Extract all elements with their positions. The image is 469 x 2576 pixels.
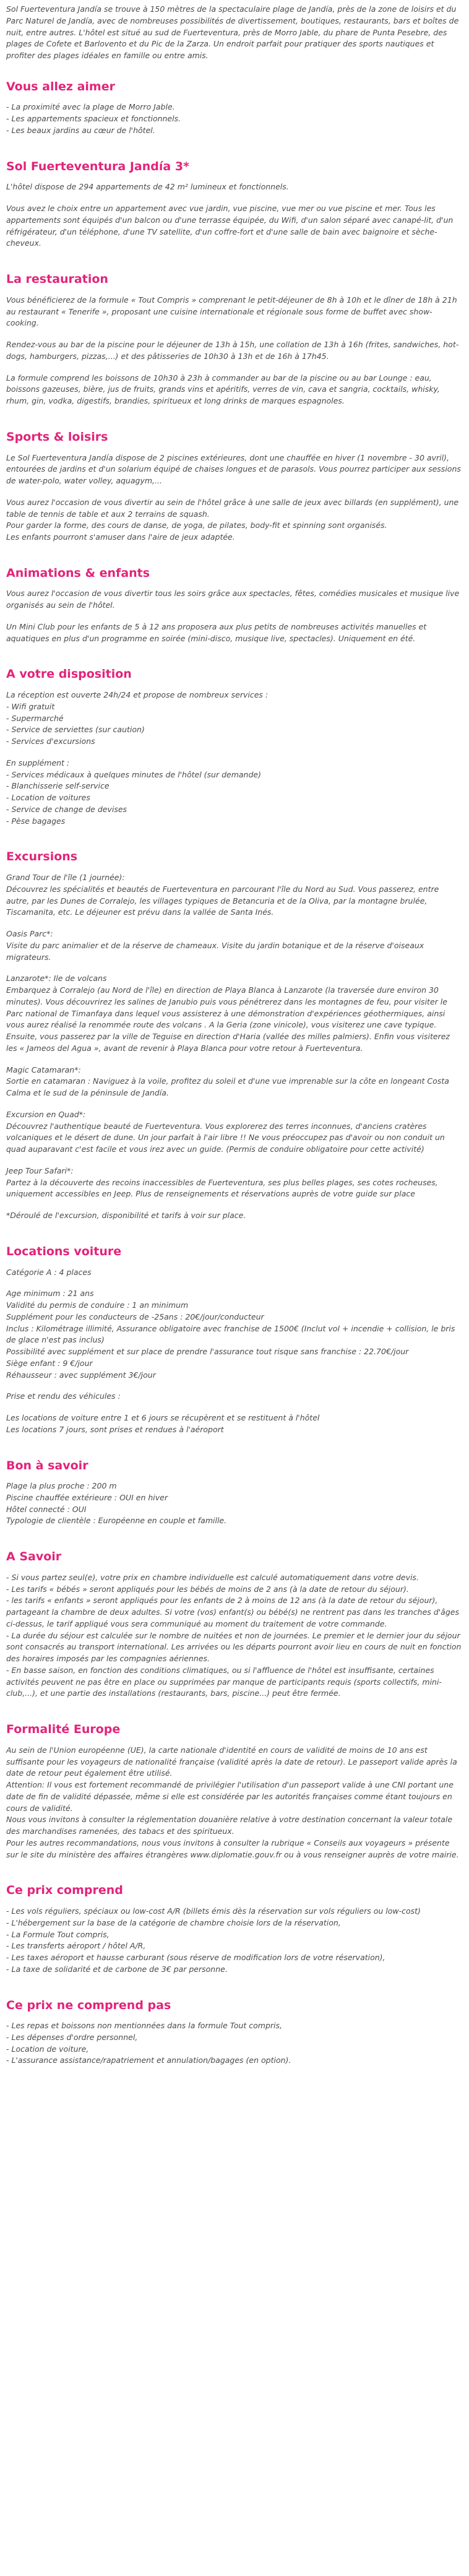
text-line: Grand Tour de l'île (1 journée): xyxy=(6,873,125,883)
section-title: Animations & enfants xyxy=(6,566,150,580)
text-line: - Les taxes aéroport et hausse carburant (sous réserve de modification lors de votre réservation), xyxy=(6,1953,385,1962)
text-line: Age minimum : 21 ans xyxy=(6,1289,94,1299)
section-title: La restauration xyxy=(6,272,108,287)
paragraph xyxy=(6,872,462,918)
text-line: Hôtel connecté : OUI xyxy=(6,1504,87,1514)
section-a-savoir xyxy=(6,1549,462,1700)
text-line: Les enfants pourront s'amuser dans l'aire de jeux adaptée. xyxy=(6,532,235,542)
text-line: - La taxe de solidarité et de carbone de 3€ par personne. xyxy=(6,1964,228,1974)
text-line: Oasis Parc*: xyxy=(6,929,53,939)
paragraph xyxy=(6,1267,462,1279)
text-line: Le Sol Fuerteventura Jandía dispose de 2 piscines extérieures, dont une chauffée en hiver (1 novembre - 30 avril), entourées de jardins et d'un solarium équipé de chaises longues et de parasols. Vous pourrez participer aux sessions de water-polo, water volley, aquagym,... xyxy=(6,452,461,485)
text-line: - La proximité avec la plage de Morro Jable. xyxy=(6,102,175,112)
paragraph xyxy=(6,295,462,329)
text-line: - Service de change de devises xyxy=(6,804,127,814)
text-line: La formule comprend les boissons de 10h30 à 23h à commander au bar de la piscine ou au bar Lounge : eau, boissons gazeuses, bière, jus de fruits, grands vins et apéritifs, verres de vin, cava et sangria, cocktails, whisky, rhum, gin, vodka, digestifs, brandies, spiritueux et long drinks de marques espagnoles. xyxy=(6,373,440,406)
text-line: Vous bénéficierez de la formule « Tout Compris » comprenant le petit-déjeuner de 8h à 10h et le dîner de 18h à 21h au restaurant « Tenerife », proposant une cuisine internationale et régionale sous forme de buffet avec show-cooking. xyxy=(6,295,457,328)
section-ce-prix-comprend xyxy=(6,1883,462,1975)
text-line: - La durée du séjour est calculée sur le nombre de nuitées et non de journées. Le premier et le dernier jour du séjour sont consacrés au transport international. Les arrivées ou les départs pourront avoir lieu en cours de nuit en fonction des horaires imposés par les compagnies aériennes. xyxy=(6,1630,462,1664)
section-title: Formalité Europe xyxy=(6,1722,121,1737)
text-line: Magic Catamaran*: xyxy=(6,1065,81,1074)
text-line: La réception est ouverte 24h/24 et propose de nombreux services : xyxy=(6,690,269,700)
paragraph xyxy=(6,973,462,1054)
text-line: Les locations de voiture entre 1 et 6 jours se récupèrent et se restituent à l'hôtel xyxy=(6,1413,320,1422)
paragraph xyxy=(6,621,462,645)
paragraph xyxy=(6,181,462,193)
text-line: Réhausseur : avec supplément 3€/jour xyxy=(6,1370,156,1380)
sections-container xyxy=(6,79,462,2067)
text-line: Vous avez le choix entre un appartement avec vue jardin, vue piscine, vue mer ou vue piscine et mer. Tous les appartements sont équipés d'un balcon ou d'une terrasse équipée, du Wifi, d'un salon séparé avec canapé-lit, d'un réfrigérateur, d'un téléphone, d'une TV satellite, d'un coffre-fort et d'une salle de bain avec baignoire et sèche-cheveux. xyxy=(6,204,454,248)
text-line: Découvrez l'authentique beauté de Fuerteventura. Vous explorerez des terres inconnues, d'anciens cratères volcaniques et le désert de dune. Un jour parfait à l'air libre !! Ne vous préoccupez pas d'avoir ou non conduit un quad auparavant c'est facile et vous irez avec un guide. (Permis de conduire obligatoire pour cette activité) xyxy=(6,1121,445,1154)
text-line: Visite du parc animalier et de la réserve de chameaux. Visite du jardin botanique et de la réserve d'oiseaux migrateurs. xyxy=(6,940,424,962)
paragraph xyxy=(6,1165,462,1200)
text-line: Partez à la découverte des recoins inaccessibles de Fuerteventura, ses plus belles plages, ses cotes rocheuses, uniquement accessibles en Jeep. Plus de renseignements et réservations auprès de votre guide sur place xyxy=(6,1177,438,1199)
text-line: Sortie en catamaran : Naviguez à la voile, profitez du soleil et d'une vue imprenable sur la côte en longeant Costa Calma et le sud de la péninsule de Jandía. xyxy=(6,1076,449,1098)
text-line: - Si vous partez seul(e), votre prix en chambre individuelle est calculé automatiquement dans votre devis. xyxy=(6,1572,419,1582)
section-title: Ce prix ne comprend pas xyxy=(6,1998,171,2012)
section-title: A Savoir xyxy=(6,1550,62,1564)
text-line: Vous aurez l'occasion de vous divertir tous les soirs grâce aux spectacles, fêtes, comédies musicales et musique live organisés au sein de l'hôtel. xyxy=(6,589,460,610)
section-locations-voiture xyxy=(6,1244,462,1436)
text-line: Prise et rendu des véhicules : xyxy=(6,1391,121,1401)
section-bon-a-savoir xyxy=(6,1458,462,1528)
text-line: Au sein de l'Union européenne (UE), la carte nationale d'identité en cours de validité de moins de 10 ans est suffisante pour les voyageurs de nationalité française (validité après la date de retour). Le passeport valide après la date de retour peut également être utilisé. xyxy=(6,1745,457,1778)
section-la-restauration xyxy=(6,272,462,407)
paragraph xyxy=(6,1391,462,1403)
text-line: Inclus : Kilométrage illimité, Assurance obligatoire avec franchise de 1500€ (Inclut vol + incendie + collision, le bris de glace n'est pas inclus) xyxy=(6,1323,455,1345)
paragraph xyxy=(6,588,462,612)
text-line: Vous aurez l'occasion de vous divertir au sein de l'hôtel grâce à une salle de jeux avec billards (en supplément), une table de tennis de table et aux 2 terrains de squash. xyxy=(6,497,459,519)
text-line: *Déroulé de l'excursion, disponibilité et tarifs à voir sur place. xyxy=(6,1211,246,1221)
text-line: - L'assurance assistance/rapatriement et annulation/bagages (en option). xyxy=(6,2055,291,2065)
section-formalite-europe xyxy=(6,1722,462,1861)
text-line: Validité du permis de conduire : 1 an minimum xyxy=(6,1300,189,1310)
text-line: Embarquez à Corralejo (au Nord de l'île) en direction de Playa Blanca à Lanzarote (la traversée dure environ 30 minutes). Vous découvrirez les salines de Janubio puis vous pénétrerez dans les montagnes de feu, pour visiter le Parc national de Timanfaya dans lequel vous assisterez à une démonstration d'expériences géothermiques, ainsi vous aurez réalisé la renommée route des volcans . A la Geria (zone vinicole), vous visiterez une cave typique. Ensuite, vous passerez par la ville de Teguise en direction d'Haria (vallée des milles palmiers). Enfin vous visiterez les « Jameos del Agua », avant de revenir à Playa Blanca pour votre retour à Fuerteventura. xyxy=(6,985,450,1053)
paragraph xyxy=(6,1572,462,1700)
paragraph xyxy=(6,339,462,363)
text-line: En supplément : xyxy=(6,758,70,767)
paragraph xyxy=(6,1480,462,1527)
paragraph xyxy=(6,1288,462,1381)
text-line: Découvrez les spécialités et beautés de Fuerteventura en parcourant l'île du Nord au Sud. Vous passerez, entre autre, par les Dunes de Corralejo, les villages typiques de Betancuria et de la Oliva, par la montagne brulée, Tiscamanita, etc. Le déjeuner est prévu dans la vallée de Santa Inés. xyxy=(6,884,439,917)
section-title: Ce prix comprend xyxy=(6,1883,123,1898)
text-line: - En basse saison, en fonction des conditions climatiques, ou si l'affluence de l'hôtel est insuffisante, certaines activités peuvent ne pas être en place ou supprimées par manque de participants requis (sports collectifs, mini-club,...), et une partie des installations (restaurants, bars, piscine...) peut être fermée. xyxy=(6,1665,442,1698)
text-line: Pour garder la forme, des cours de danse, de yoga, de pilates, body-fit et spinning sont organisés. xyxy=(6,521,387,530)
paragraph xyxy=(6,1210,462,1222)
paragraph xyxy=(6,1412,462,1436)
text-line: - les tarifs « enfants » seront appliqués pour les enfants de 2 à moins de 12 ans (à la date de retour du séjour), partageant la chambre de deux adultes. Si votre (vos) enfant(s) ou bébé(s) ne rentrent pas dans les tranches d'âges ci-dessus, le tarif appliqué vous sera communiqué au moment du traitement de votre commande. xyxy=(6,1596,459,1628)
text-line: - Location de voiture, xyxy=(6,2044,89,2054)
text-line: Jeep Tour Safari*: xyxy=(6,1165,74,1175)
paragraph xyxy=(6,928,462,963)
paragraph xyxy=(6,2020,462,2067)
text-line: Pour les autres recommandations, nous vous invitons à consulter la rubrique « Conseils aux voyageurs » présente sur le site du ministère des affaires étrangères www.diplomatie.gouv.fr ou à vous renseigner auprès de votre mairie. xyxy=(6,1838,459,1859)
paragraph xyxy=(6,497,462,543)
text-line: - Supermarché xyxy=(6,713,64,723)
section-title: Sports & loisirs xyxy=(6,430,108,444)
text-line: - Location de voitures xyxy=(6,793,90,803)
text-line: - Les transferts aéroport / hôtel A/R, xyxy=(6,1941,146,1951)
text-line: Siège enfant : 9 €/jour xyxy=(6,1358,93,1368)
paragraph xyxy=(6,689,462,748)
text-line: - Les beaux jardins au cœur de l'hôtel. xyxy=(6,125,155,135)
text-line: Attention: Il vous est fortement recommandé de privilégier l'utilisation d'un passeport valide à une CNI portant une date de fin de validité dépassée, même si elle est considérée par les autorités françaises comme étant toujours en cours de validité. xyxy=(6,1780,454,1813)
text-line: L'hôtel dispose de 294 appartements de 42 m² lumineux et fonctionnels. xyxy=(6,182,289,192)
paragraph xyxy=(6,1906,462,1976)
paragraph xyxy=(6,373,462,407)
text-line: - Wifi gratuit xyxy=(6,701,55,711)
text-line: Piscine chauffée extérieure : OUI en hiver xyxy=(6,1492,168,1502)
text-line: - Les vols réguliers, spéciaux ou low-cost A/R (billets émis dès la réservation sur vols réguliers ou low-cost) xyxy=(6,1906,421,1916)
text-line: - La Formule Tout compris, xyxy=(6,1929,110,1939)
section-title: Locations voiture xyxy=(6,1244,122,1258)
section-sports-loisirs xyxy=(6,430,462,543)
text-line: - Les dépenses d'ordre personnel, xyxy=(6,2032,138,2042)
section-excursions xyxy=(6,849,462,1221)
text-line: - Services médicaux à quelques minutes de l'hôtel (sur demande) xyxy=(6,769,261,779)
text-line: Lanzarote*: Ile de volcans xyxy=(6,974,107,983)
text-line: Possibilité avec supplément et sur place de prendre l'assurance tout risque sans franchise : 22.70€/jour xyxy=(6,1347,409,1356)
section-vous-allez-aimer xyxy=(6,79,462,137)
paragraph xyxy=(6,758,462,828)
paragraph xyxy=(6,102,462,136)
text-line: Rendez-vous au bar de la piscine pour le déjeuner de 13h à 15h, une collation de 13h à 16h (frites, sandwiches, hot-dogs, hamburgers, pizzas,...) et des pâtisseries de 10h30 à 13h et de 16h à 17h45. xyxy=(6,340,459,361)
paragraph xyxy=(6,1745,462,1861)
text-line: Les locations 7 jours, sont prises et rendues à l'aéroport xyxy=(6,1424,224,1434)
section-animations-enfants xyxy=(6,566,462,645)
text-line: - Services d'excursions xyxy=(6,737,95,746)
text-line: - Service de serviettes (sur caution) xyxy=(6,725,145,735)
text-line: Catégorie A : 4 places xyxy=(6,1267,92,1277)
text-line: Un Mini Club pour les enfants de 5 à 12 ans proposera aux plus petits de nombreuses activités manuelles et aquatiques en plus d'un programme en soirée (mini-disco, musique live, spectacles). Uniquement en été. xyxy=(6,621,427,643)
intro-text: Sol Fuerteventura Jandía se trouve à 150 mètres de la spectaculaire plage de Jandía, près de la zone de loisirs et du Parc Naturel de Jandía, avec de nombreuses possibilités de divertissement, boutiques, restaurants, bars et boîtes de nuit, entre autres. L'hôtel est situé au sud de Fuerteventura, près de Morro Jable, du phare de Punta Pesebre, des plages de Cofete et Barlovento et du Pic de la Zarza. Un endroit parfait pour pratiquer des sports nautiques et profiter des plages idéales en famille ou entre amis. xyxy=(6,4,459,60)
section-title: A votre disposition xyxy=(6,667,132,681)
text-line: Nous vous invitons à consulter la réglementation douanière relative à votre destination concernant la valeur totale des marchandises ramenées, des tabacs et des spiritueux. xyxy=(6,1815,453,1836)
text-line: - Pèse bagages xyxy=(6,816,66,826)
text-line: - Les repas et boissons non mentionnées dans la formule Tout compris, xyxy=(6,2021,283,2031)
text-line: Plage la plus proche : 200 m xyxy=(6,1481,117,1491)
paragraph xyxy=(6,203,462,249)
text-line: - L'hébergement sur la base de la catégorie de chambre choisie lors de la réservation, xyxy=(6,1917,341,1927)
section-ce-prix-ne-comprend-pas xyxy=(6,1998,462,2067)
section-title: Bon à savoir xyxy=(6,1458,88,1472)
paragraph xyxy=(6,452,462,487)
section-sol-fuerteventura-jandia-3 xyxy=(6,159,462,249)
section-title: Vous allez aimer xyxy=(6,79,115,93)
section-title: Excursions xyxy=(6,850,78,864)
section-title: Sol Fuerteventura Jandía 3* xyxy=(6,159,189,173)
paragraph xyxy=(6,1065,462,1099)
text-line: - Blanchisserie self-service xyxy=(6,781,110,791)
text-line: Supplément pour les conducteurs de -25ans : 20€/jour/conducteur xyxy=(6,1312,264,1321)
text-line: Typologie de clientèle : Européenne en couple et famille. xyxy=(6,1516,227,1526)
text-line: - Les appartements spacieux et fonctionnels. xyxy=(6,114,181,124)
section-a-votre-disposition xyxy=(6,667,462,827)
text-line: - Les tarifs « bébés » seront appliqués pour les bébés de moins de 2 ans (à la date de retour du séjour). xyxy=(6,1584,409,1594)
text-line: Excursion en Quad*: xyxy=(6,1109,86,1119)
paragraph xyxy=(6,1109,462,1156)
